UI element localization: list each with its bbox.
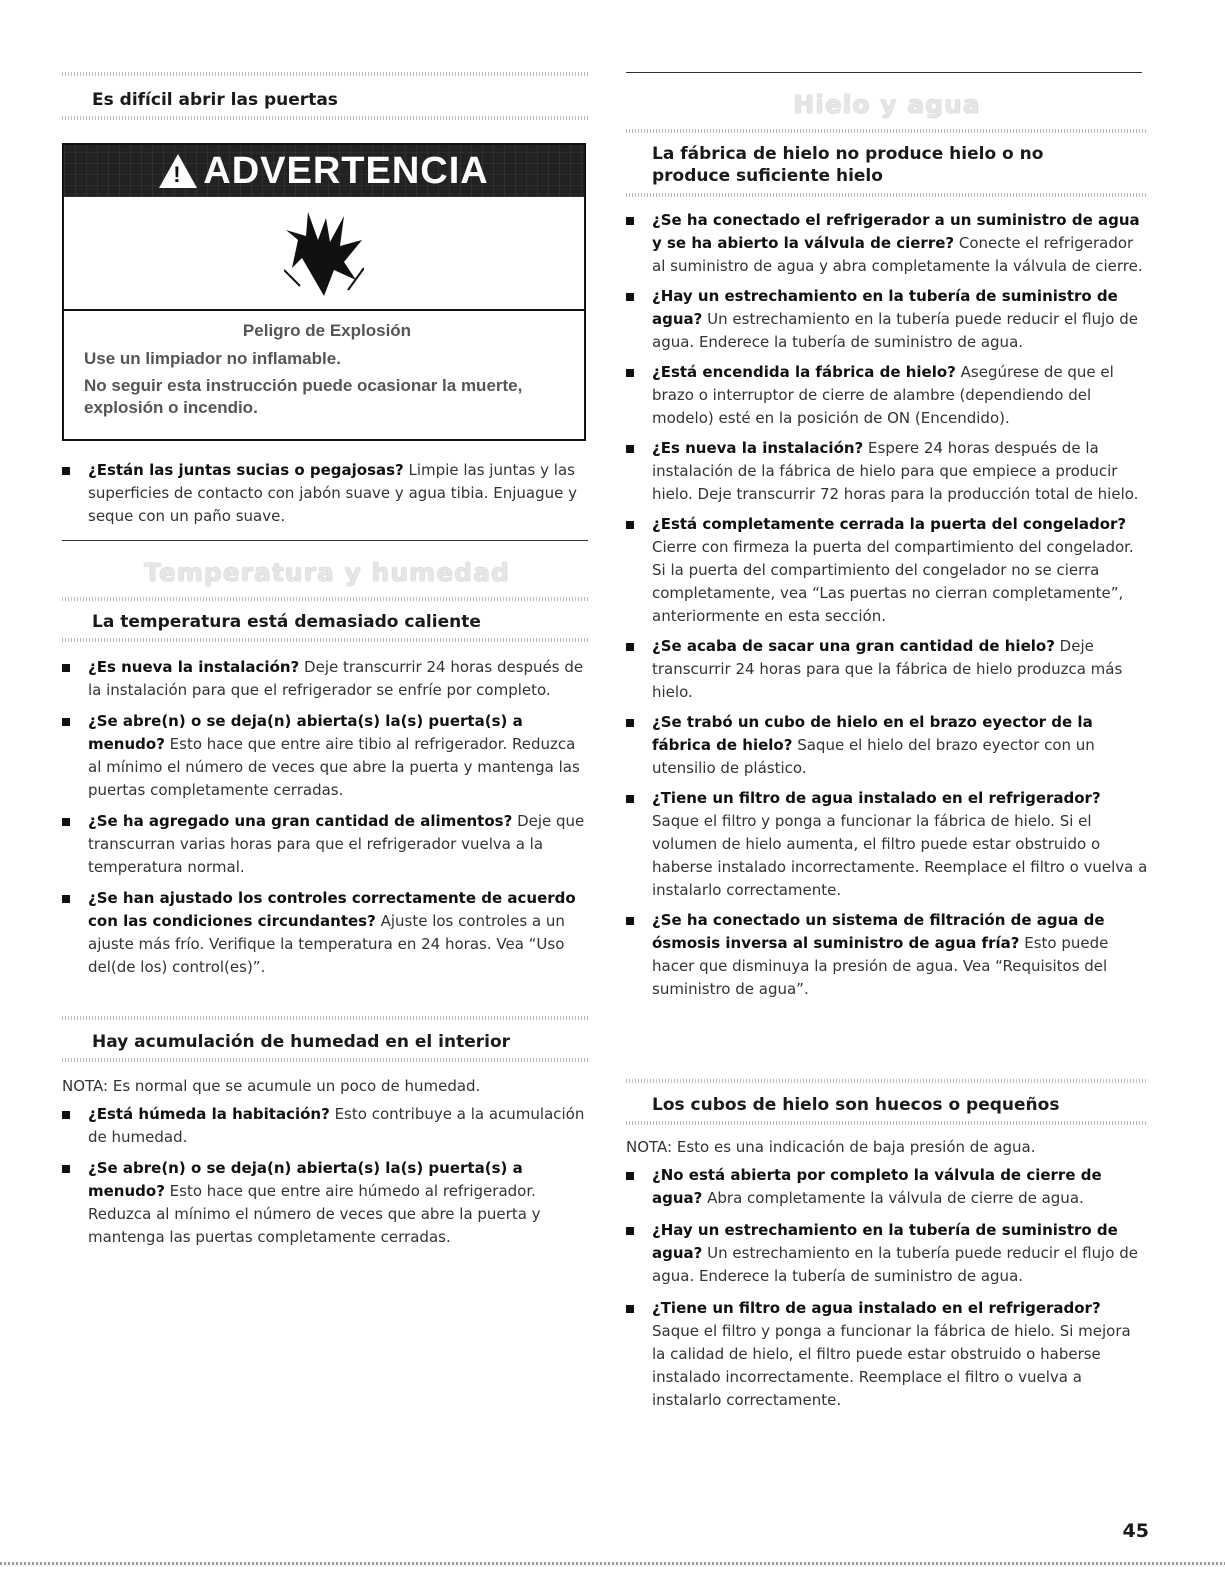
temp-item <box>62 656 592 702</box>
cubes-item-answer: Saque el filtro y ponga a funcionar la fábrica de hielo. Si mejora la calidad de hielo, el filtro puede estar obstruido o haberse instalado incorrectamente. Reemplace el filtro o vuelva a instalarlo correctamente. <box>652 1322 1131 1409</box>
cubes-item-question: ¿Hay un estrechamiento en la tubería de suministro de agua? <box>652 1221 1118 1262</box>
warning-triangle-icon: ! <box>159 154 197 188</box>
humidity-heading-rule <box>62 1058 590 1062</box>
ice-item-question: ¿Está completamente cerrada la puerta del congelador? <box>652 515 1127 533</box>
temp-item-question: ¿Se abre(n) o se deja(n) abierta(s) la(s) puerta(s) a menudo? <box>88 712 523 753</box>
ice-item <box>626 635 1148 704</box>
warning-body <box>64 311 584 419</box>
cubes-item <box>626 1164 1148 1210</box>
cubes-item <box>626 1297 1148 1412</box>
doors-item <box>62 459 592 528</box>
humidity-item-answer: Esto contribuye a la acumulación de humedad. <box>88 1105 585 1146</box>
temperature-section-title: Temperatura y humedad <box>144 558 510 587</box>
cubes-list <box>626 1164 1148 1412</box>
warning-icon-area <box>64 197 584 311</box>
doors-list <box>62 459 592 528</box>
page-number: 45 <box>1122 1520 1149 1542</box>
section-divider-left <box>62 540 588 541</box>
ice-item-answer: Espere 24 horas después de la instalación de la fábrica de hielo para que empiece a producir hielo. Deje transcurrir 72 horas para la producción total de hielo. <box>652 439 1139 503</box>
cubes-heading: Los cubos de hielo son huecos o pequeños <box>652 1095 1060 1115</box>
ice-section-title: Hielo y agua <box>793 90 981 119</box>
doors-heading-rule <box>62 116 590 120</box>
temp-title-rule <box>62 597 590 601</box>
humidity-top-rule <box>62 1016 590 1020</box>
ice-item <box>626 209 1148 278</box>
temp-list <box>62 656 592 979</box>
temp-item-question: ¿Se ha agregado una gran cantidad de alimentos? <box>88 812 513 830</box>
humidity-item <box>62 1103 592 1149</box>
ice-item-answer: Cierre con firmeza la puerta del compartimiento del congelador. Si la puerta del compartimiento del congelador no se cierra completamente, vea “Las puertas no cierran completamente”, anteriormente en esta sección. <box>652 538 1134 625</box>
humidity-item-answer: Esto hace que entre aire húmedo al refrigerador. Reduzca al mínimo el número de veces que abre la puerta y mantenga las puertas completamente cerradas. <box>88 1182 541 1246</box>
doors-item-question: ¿Están las juntas sucias o pegajosas? <box>88 461 404 479</box>
warning-header <box>64 145 584 197</box>
humidity-heading: Hay acumulación de humedad en el interior <box>92 1032 511 1052</box>
ice-title-rule <box>626 129 1146 133</box>
ice-item <box>626 711 1148 780</box>
doors-list-container <box>62 459 592 528</box>
ice-item-question: ¿Se ha conectado el refrigerador a un suministro de agua y se ha abierto la válvula de cierre? <box>652 211 1140 252</box>
doors-item-answer: Limpie las juntas y las superficies de contacto con jabón suave y agua tibia. Enjuague y seque con un paño suave. <box>88 461 577 525</box>
ice-item-answer: Conecte el refrigerador al suministro de agua y abra completamente la válvula de cierre. <box>652 234 1143 275</box>
ice-item <box>626 285 1148 354</box>
ice-item-answer: Saque el filtro y ponga a funcionar la fábrica de hielo. Si el volumen de hielo aumenta, el filtro puede estar obstruido o haberse instalado incorrectamente. Reemplace el filtro o vuelva a instalarlo correctamente. <box>652 812 1148 899</box>
ice-item-answer: Saque el hielo del brazo eyector con un utensilio de plástico. <box>652 736 1095 777</box>
humidity-item-question: ¿Está húmeda la habitación? <box>88 1105 330 1123</box>
temp-item-question: ¿Se han ajustado los controles correctamente de acuerdo con las condiciones circundantes? <box>88 889 576 930</box>
cubes-top-rule <box>626 1079 1146 1083</box>
ice-list-container <box>626 209 1148 1001</box>
ice-item <box>626 437 1148 506</box>
humidity-item <box>62 1157 592 1249</box>
cubes-item-answer: Abra completamente la válvula de cierre de agua. <box>702 1189 1084 1207</box>
humidity-item-question: ¿Se abre(n) o se deja(n) abierta(s) la(s) puerta(s) a menudo? <box>88 1159 523 1200</box>
warning-line-2: No seguir esta instrucción puede ocasionar la muerte, explosión o incendio. <box>84 376 523 417</box>
humidity-list-container <box>62 1103 592 1249</box>
ice-item <box>626 909 1148 1001</box>
ice-item-question: ¿Se ha conectado un sistema de filtración de agua de ósmosis inversa al suministro de agua fría? <box>652 911 1105 952</box>
temp-item-question: ¿Es nueva la instalación? <box>88 658 300 676</box>
top-left-dotted-rule <box>62 72 590 76</box>
ice-item-question: ¿Se trabó un cubo de hielo en el brazo eyector de la fábrica de hielo? <box>652 713 1093 754</box>
temp-heading: La temperatura está demasiado caliente <box>92 612 481 632</box>
temp-item <box>62 710 592 802</box>
ice-item-answer: Asegúrese de que el brazo o interruptor de cierre de alambre (dependiendo del modelo) esté en la posición de ON (Encendido). <box>652 363 1114 427</box>
temp-item <box>62 810 592 879</box>
cubes-note: NOTA: Esto es una indicación de baja presión de agua. <box>626 1138 1036 1156</box>
ice-item-question: ¿Tiene un filtro de agua instalado en el refrigerador? <box>652 789 1101 807</box>
temp-item <box>62 887 592 979</box>
ice-heading: La fábrica de hielo no produce hielo o no produce suficiente hielo <box>652 144 1044 186</box>
warning-box <box>62 143 586 441</box>
ice-item <box>626 361 1148 430</box>
explosion-icon <box>284 210 364 296</box>
humidity-list <box>62 1103 592 1249</box>
warning-line-1: Use un limpiador no inflamable. <box>84 349 341 368</box>
humidity-note: NOTA: Es normal que se acumule un poco de humedad. <box>62 1077 481 1095</box>
ice-item-question: ¿Es nueva la instalación? <box>652 439 864 457</box>
section-divider-right <box>626 72 1142 73</box>
cubes-item-question: ¿No está abierta por completo la válvula de cierre de agua? <box>652 1166 1102 1207</box>
cubes-heading-rule <box>626 1121 1146 1125</box>
temp-item-answer: Deje que transcurran varias horas para que el refrigerador vuelva a la temperatura normal. <box>88 812 585 876</box>
cubes-item <box>626 1219 1148 1288</box>
cubes-item-question: ¿Tiene un filtro de agua instalado en el refrigerador? <box>652 1299 1101 1317</box>
doors-heading: Es difícil abrir las puertas <box>92 90 338 110</box>
ice-heading-rule <box>626 193 1146 197</box>
ice-item-question: ¿Está encendida la fábrica de hielo? <box>652 363 956 381</box>
temp-item-answer: Deje transcurrir 24 horas después de la instalación para que el refrigerador se enfríe por completo. <box>88 658 584 699</box>
ice-item-question: ¿Se acaba de sacar una gran cantidad de hielo? <box>652 637 1055 655</box>
temp-heading-rule <box>62 638 590 642</box>
warning-hazard: Peligro de Explosión <box>242 321 412 340</box>
ice-item-answer: Deje transcurrir 24 horas para que la fábrica de hielo produzca más hielo. <box>652 637 1123 701</box>
temp-item-answer: Esto hace que entre aire tibio al refrigerador. Reduzca al mínimo el número de veces que abre la puerta y mantenga las puertas completamente cerradas. <box>88 735 580 799</box>
warning-title: ADVERTENCIA <box>203 149 489 192</box>
ice-item-answer: Un estrechamiento en la tubería puede reducir el flujo de agua. Enderece la tubería de suministro de agua. <box>652 310 1138 351</box>
cubes-item-answer: Un estrechamiento en la tubería puede reducir el flujo de agua. Enderece la tubería de suministro de agua. <box>652 1244 1138 1285</box>
ice-item <box>626 513 1148 628</box>
ice-list <box>626 209 1148 1001</box>
temp-item-answer: Ajuste los controles a un ajuste más frío. Verifique la temperatura en 24 horas. Vea “Uso del(de los) control(es)”. <box>88 912 565 976</box>
ice-item-answer: Esto puede hacer que disminuya la presión de agua. Vea “Requisitos del suministro de agua”. <box>652 934 1109 998</box>
cubes-list-container <box>626 1164 1148 1412</box>
ice-item-question: ¿Hay un estrechamiento en la tubería de suministro de agua? <box>652 287 1118 328</box>
bottom-dotted-line <box>0 1562 1225 1565</box>
temp-list-container <box>62 656 592 979</box>
ice-item <box>626 787 1148 902</box>
